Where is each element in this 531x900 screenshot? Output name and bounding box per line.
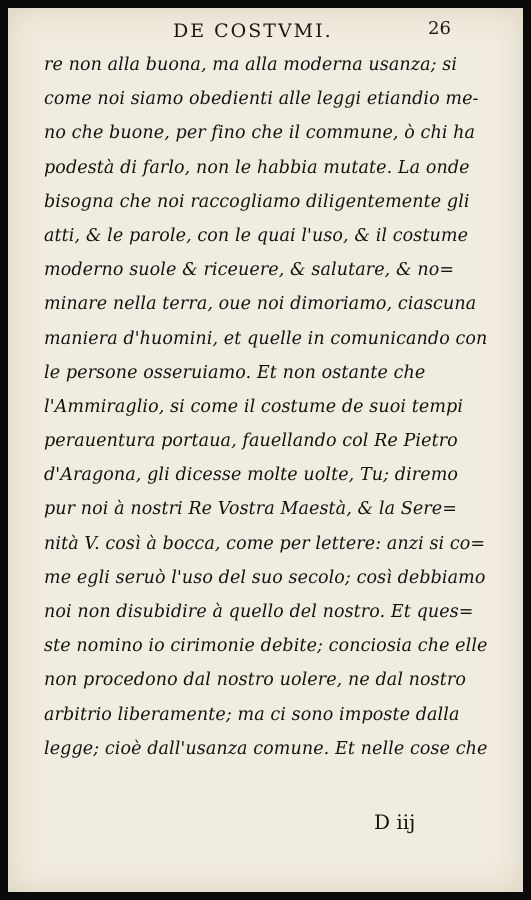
text-line: nità V. così à bocca, come per lettere: anzi si co= [44, 533, 486, 554]
text-line: no che buone, per fino che il commune, ò chi ha [44, 123, 476, 144]
text-line: d'Aragona, gli dicesse molte uolte, Tu; diremo [44, 465, 459, 486]
text-line: noi non disubidire à quello del nostro. Et ques= [44, 602, 474, 622]
running-head: DE COSTVMI. [173, 20, 333, 42]
text-line: ste nomino io cirimonie debite; conciosia che elle [44, 636, 488, 657]
text-line: legge; cioè dall'usanza comune. Et nelle cose che [44, 738, 488, 759]
text-line: me egli seruò l'uso del suo secolo; così debbiamo [44, 567, 486, 588]
text-line: moderno suole & riceuere, & salutare, & no= [44, 260, 455, 281]
text-line: pur noi à nostri Re Vostra Maestà, & la Sere= [44, 499, 457, 520]
text-line: podestà di farlo, non le habbia mutate. La onde [44, 157, 470, 178]
text-line: arbitrio liberamente; ma ci sono imposte dalla [44, 704, 460, 725]
signature-mark: D iij [374, 810, 416, 834]
text-line: maniera d'huomini, et quelle in comunicando con [44, 328, 488, 349]
text-line: non procedono dal nostro uolere, ne dal nostro [44, 670, 467, 691]
page-number: 26 [428, 18, 451, 39]
text-line: l'Ammiraglio, si come il costume de suoi tempi [44, 396, 464, 417]
book-page [8, 8, 523, 892]
text-line: perauentura portaua, fauellando col Re Pietro [44, 431, 458, 452]
body-text [44, 48, 514, 766]
text-line: re non alla buona, ma alla moderna usanza; si [44, 55, 458, 75]
text-line: come noi siamo obedienti alle leggi etiandio me- [44, 89, 479, 110]
text-line: bisogna che noi raccogliamo diligentemente gli [44, 191, 470, 212]
text-line: le persone osseruiamo. Et non ostante che [44, 362, 426, 383]
text-line: atti, & le parole, con le quai l'uso, & il costume [44, 225, 469, 246]
text-line: minare nella terra, oue noi dimoriamo, ciascuna [44, 294, 477, 315]
